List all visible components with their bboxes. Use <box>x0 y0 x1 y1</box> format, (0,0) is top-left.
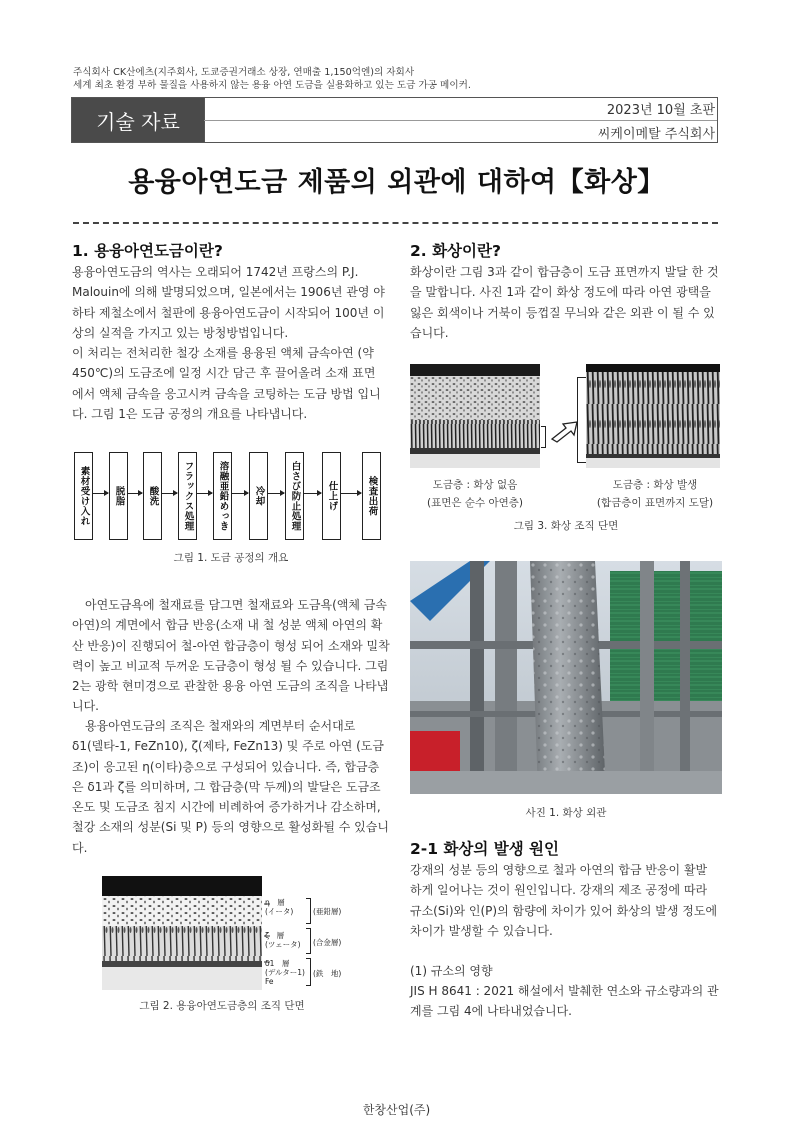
figure2-base-label: (鉄 地) <box>313 969 342 978</box>
flow-step-pickling: 酸洗 <box>143 452 162 540</box>
flow-arrow <box>341 493 361 494</box>
process-flow-diagram <box>74 452 386 540</box>
company-note-line1: 주식회사 CK산에츠(지주회사, 도쿄증권거래소 상장, 연매출 1,150억엔)의 자회사 <box>73 67 415 78</box>
flow-step-degreasing: 脱脂 <box>109 452 128 540</box>
flow-step-finishing: 仕上げ <box>322 452 341 540</box>
flow-step-inspection: 検査出荷 <box>362 452 381 540</box>
figure3-brace <box>541 426 546 448</box>
flow-arrow <box>197 493 212 494</box>
section2-title: 2. 화상이란? <box>410 242 501 260</box>
section1-paragraph1: 용융아연도금의 역사는 오래되어 1742년 프랑스의 P.J. Malouin에 의해 발명되었으며, 일본에서는 1906년 관영 야하타 제철소에서 철판에 용융아연도금이 시작되어 100년 이상의 실적을 가지고 있는 방청방법입니다. <box>72 265 385 340</box>
flow-step-receiving: 素材受け入れ <box>74 452 93 540</box>
tech-doc-label: 기술 자료 <box>72 98 204 142</box>
figure2-zeta-label: ζ 層 (ツェータ) <box>265 931 301 949</box>
flow-step-flux: フラックス処理 <box>178 452 197 540</box>
flow-step-white-rust: 白さび防止処理 <box>285 452 304 540</box>
flow-step-galvanizing: 溶融亜鉛めっき <box>213 452 232 540</box>
header-divider-horizontal <box>204 120 717 121</box>
section21-subtitle: (1) 규소의 영향 <box>410 964 493 978</box>
figure3-bracket <box>577 377 586 463</box>
figure2-delta-label: δ1 層 (デルター1) Fe <box>265 959 305 986</box>
section1-paragraph2: 이 처리는 전처리한 철강 소재를 용융된 액체 금속아연 (약 450℃)의 도금조에 일정 시간 담근 후 끌어올려 소재 표면 에서 액체 금속을 응고시켜 금속을 코팅하는 도금 방법 입니다. 그림 1은 도금 공정의 개요를 나타냅니다. <box>72 346 381 421</box>
section1-paragraph3: 아연도금욕에 철재료를 담그면 철재료와 도금욕(액체 금속 아연)의 계면에서 합금 반응(소재 내 철 성분 액체 아연의 확산 반응)이 진행되어 철-아연 합금층이 형성 되어 소재와 밀착력이 높고 비교적 두꺼운 도금층이 형성 될 수 있습니다. 그림 2는 광학 현미경으로 관찰한 용융 아연 도금의 조직을 나타냅니다. <box>72 598 390 714</box>
issuer-company: 씨케이메탈 주식회사 <box>597 127 715 142</box>
figure2-caption: 그림 2. 용융아연도금층의 조직 단면 <box>139 1000 305 1012</box>
flow-arrow <box>304 493 321 494</box>
flow-arrow <box>93 493 108 494</box>
figure2-eta-label: η 層 (イータ) <box>265 898 294 916</box>
figure3-no-burn-micrograph <box>410 364 540 468</box>
section2-paragraph1: 화상이란 그림 3과 같이 합금층이 도금 표면까지 발달 한 것을 말합니다. 사진 1과 같이 화상 정도에 따라 아연 광택을 잃은 회색이나 거북이 등껍질 무늬와 같은 외관 이 될 수 있습니다. <box>410 265 719 340</box>
figure2-zinc-layer-label: (亜鉛層) <box>313 907 342 916</box>
photo1-burn-appearance <box>410 561 722 794</box>
section21-subtext: JIS H 8641 : 2021 해설에서 발췌한 연소와 규소량과의 관계를 그림 4에 나타내었습니다. <box>410 984 719 1019</box>
figure2-brace <box>306 928 311 954</box>
section21-title: 2-1 화상의 발생 원인 <box>410 840 560 858</box>
figure3-right-label: 도금층 : 화상 발생 (합금층이 표면까지 도달) <box>596 479 714 509</box>
flow-step-cooling: 冷却 <box>249 452 268 540</box>
figure2-alloy-layer-label: (合金層) <box>313 938 342 947</box>
flow-arrow <box>162 493 177 494</box>
figure3-burn-micrograph <box>586 364 720 468</box>
footer-company: 한창산업(주) <box>362 1103 431 1117</box>
company-note <box>73 66 471 92</box>
section21-paragraph1: 강재의 성분 등의 영향으로 철과 아연의 합금 반응이 활발 하게 일어나는 것이 원인입니다. 강재의 제조 공정에 따라 규소(Si)와 인(P)의 함량에 차이가 있어 화상의 발생 정도에 차이가 발생할 수 있습니다. <box>410 863 718 938</box>
issue-date: 2023년 10월 초판 <box>606 103 715 118</box>
page-title: 용융아연도금 제품의 외관에 대하여【화상】 <box>128 167 665 198</box>
company-note-line2: 세계 최초 환경 부하 물질을 사용하지 않는 용융 아연 도금을 실용화하고 있는 도금 가공 메이커. <box>73 80 471 91</box>
dashed-divider <box>73 222 718 224</box>
figure3-caption: 그림 3. 화상 조직 단면 <box>513 520 619 532</box>
figure3-left-label: 도금층 : 화상 없음 (표면은 순수 아연층) <box>426 479 523 509</box>
figure3-arrow-icon <box>550 419 580 451</box>
figure1-caption: 그림 1. 도금 공정의 개요 <box>173 552 289 564</box>
figure2-brace <box>306 898 311 924</box>
figure2-micrograph <box>102 876 344 990</box>
figure2-brace <box>306 958 311 986</box>
flow-arrow <box>128 493 142 494</box>
section1-paragraph4: 용융아연도금의 조직은 철재와의 계면부터 순서대로 δ1(델타-1, FeZn10), ζ(제타, FeZn13) 및 주로 아연 (도금조)이 응고된 η(이타)층으로 구성되어 있습니다. 즉, 합금층은 δ1과 ζ를 의미하며, 그 합금층(막 두께)의 발달은 도금조 온도 및 도금조 침지 시간에 비례하여 증가하거나 감소하며, 철강 소재의 성분(Si 및 P) 등의 영향으로 활성화될 수 있습니다. <box>72 719 389 855</box>
photo1-caption: 사진 1. 화상 외관 <box>525 807 607 819</box>
flow-arrow <box>268 493 284 494</box>
flow-arrow <box>232 493 248 494</box>
section1-title: 1. 용융아연도금이란? <box>72 242 223 260</box>
